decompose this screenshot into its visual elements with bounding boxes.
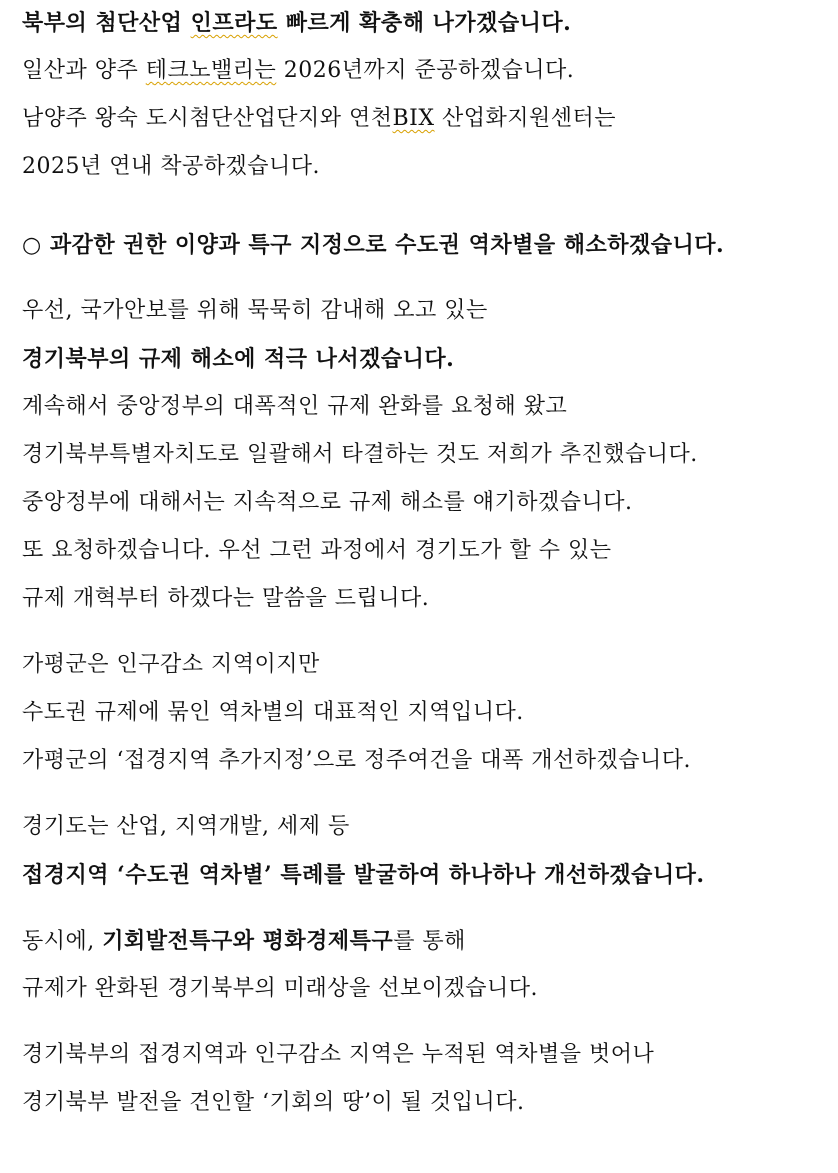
text-segment: 2026년까지 준공하겠습니다. (276, 58, 575, 83)
text-line-18 (22, 926, 834, 974)
text-line-2 (22, 56, 834, 104)
text-segment: 를 통해 (393, 929, 466, 954)
text-segment: 동시에, (22, 929, 103, 954)
spellcheck-underlined-word: 테크노밸리는 (145, 58, 277, 83)
text-line-4: 2025년 연내 착공하겠습니다. (22, 154, 320, 179)
paragraph-gap (22, 278, 834, 296)
text-segment: 일산과 양주 (22, 58, 146, 83)
text-line-1 (22, 8, 834, 56)
paragraph-gap (22, 200, 834, 230)
text-line-9: 경기북부특별자치도로 일괄해서 타결하는 것도 저희가 추진했습니다. (22, 442, 698, 467)
text-line-20: 경기북부의 접경지역과 인구감소 지역은 누적된 역차별을 벗어나 (22, 1042, 655, 1067)
text-line-19: 규제가 완화된 경기북부의 미래상을 선보이겠습니다. (22, 976, 539, 1001)
section-heading: ○ 과감한 권한 이양과 특구 지정으로 수도권 역차별을 해소하겠습니다. (22, 232, 725, 258)
text-line-12: 규제 개혁부터 하겠다는 말씀을 드립니다. (22, 586, 430, 611)
text-line-17: 접경지역 ‘수도권 역차별’ 특례를 발굴하여 하나하나 개선하겠습니다. (22, 862, 705, 888)
text-line-15: 가평군의 ‘접경지역 추가지정’으로 정주여건을 대폭 개선하겠습니다. (22, 748, 692, 773)
text-line-21: 경기북부 발전을 견인할 ‘기회의 땅’이 될 것입니다. (22, 1090, 525, 1115)
text-line-6: 우선, 국가안보를 위해 묵묵히 감내해 오고 있는 (22, 298, 488, 323)
paragraph-gap (22, 908, 834, 926)
paragraph-gap (22, 1022, 834, 1040)
text-line-3 (22, 104, 834, 152)
document-body (22, 8, 834, 1136)
spellcheck-underlined-word: BIX (392, 106, 435, 131)
text-line-16: 경기도는 산업, 지역개발, 세제 등 (22, 814, 350, 839)
text-line-10: 중앙정부에 대해서는 지속적으로 규제 해소를 얘기하겠습니다. (22, 490, 633, 515)
paragraph-gap (22, 632, 834, 650)
paragraph-gap (22, 794, 834, 812)
text-segment: 남양주 왕숙 도시첨단산업단지와 연천 (22, 106, 393, 131)
text-segment: 북부의 첨단산업 (22, 10, 191, 36)
text-line-11: 또 요청하겠습니다. 우선 그런 과정에서 경기도가 할 수 있는 (22, 538, 612, 563)
text-line-8: 계속해서 중앙정부의 대폭적인 규제 완화를 요청해 왔고 (22, 394, 568, 419)
text-segment: 빠르게 확충해 나가겠습니다. (277, 10, 572, 36)
text-line-7: 경기북부의 규제 해소에 적극 나서겠습니다. (22, 346, 455, 372)
spellcheck-underlined-word: 인프라도 (190, 10, 278, 36)
bold-text-segment: 기회발전특구와 평화경제특구 (102, 928, 394, 954)
text-line-14: 수도권 규제에 묶인 역차별의 대표적인 지역입니다. (22, 700, 524, 725)
text-line-13: 가평군은 인구감소 지역이지만 (22, 652, 320, 677)
text-segment: 산업화지원센터는 (434, 106, 617, 131)
